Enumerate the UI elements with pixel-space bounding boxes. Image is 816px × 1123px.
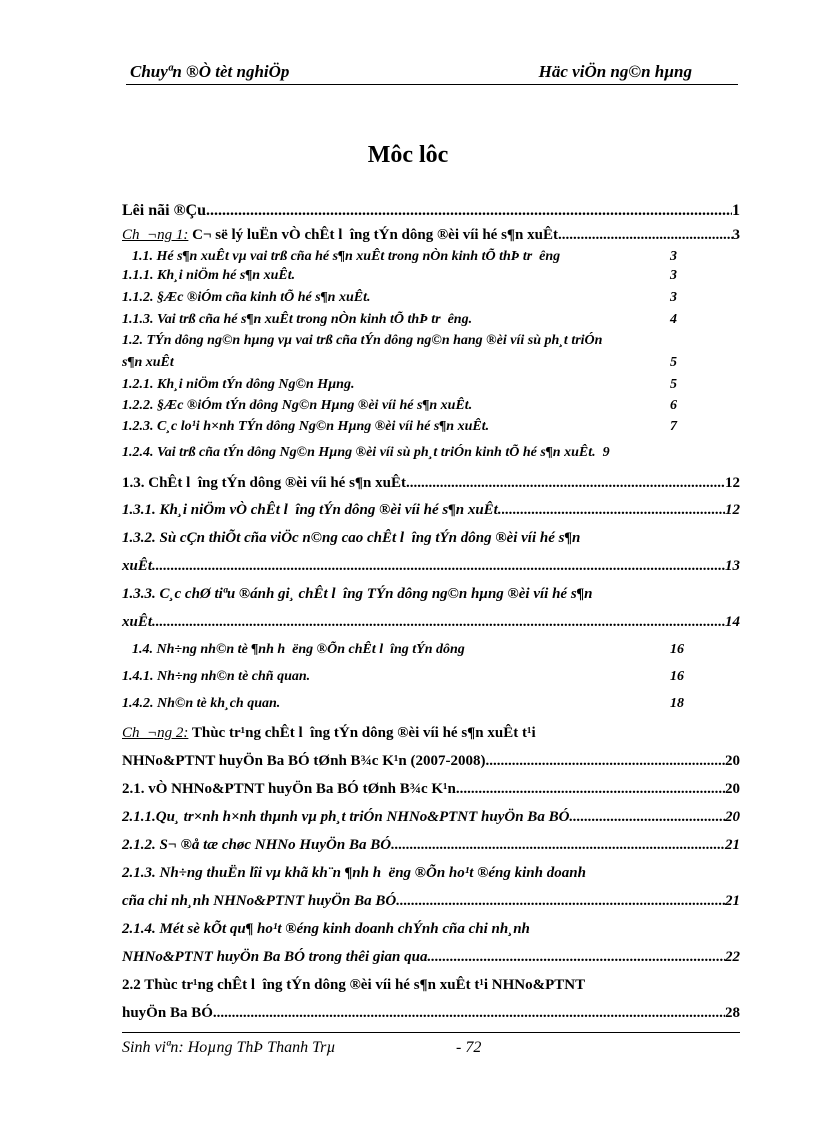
page-header xyxy=(126,60,738,85)
toc-entry: 1.4.2. Nh©n tè kh¸ch quan. 18 xyxy=(122,696,684,711)
toc-entry: 1.2.2. §Æc ®iÓm tÝn dông Ng©n Hµng ®èi víi hé s¶n xuÊt. 6 xyxy=(122,398,677,413)
toc-entry: 1.1. Hé s¶n xuÊt vµ vai trß cña hé s¶n xuÊt trong nÒn kinh tÕ thÞ tr êng 3 xyxy=(132,249,677,264)
page-number: - 72 xyxy=(456,1039,482,1056)
toc-entry: 1.4.1. Nh÷ng nh©n tè chñ quan. 16 xyxy=(122,669,684,684)
toc-entry-continued: cña chi nh¸nh NHNo&PTNT huyÖn Ba BÓ. ..... 21 xyxy=(122,892,740,910)
toc-entry-continued: NHNo&PTNT huyÖn Ba BÓ tØnh B¾c K¹n (2007-2008) ..... 20 xyxy=(122,752,740,770)
toc-entry: 1.3.2. Sù cÇn thiÕt cña viÖc n©ng cao chÊt l îng tÝn dông ®èi víi hé s¶n xyxy=(122,530,581,546)
footer-author: Sinh viªn: Hoµng ThÞ Thanh Trµ xyxy=(122,1039,336,1056)
header-left: Chuyªn ®Ò tèt nghiÖp xyxy=(130,62,290,81)
toc-entry: 1.2.4. Vai trß cña tÝn dông Ng©n Hµng ®èi víi sù ph¸t triÓn kinh tÕ hé s¶n xuÊt. 9 xyxy=(122,445,610,460)
toc-entry-continued: s¶n xuÊt 5 xyxy=(122,355,677,370)
toc-entry: 2.1. vÒ NHNo&PTNT huyÖn Ba BÓ tØnh B¾c K¹n. ..... 20 xyxy=(122,780,740,798)
toc-entry: Ch ¬ng 2: Thùc tr¹ng chÊt l îng tÝn dông ®èi víi hé s¶n xuÊt t¹i xyxy=(122,725,536,741)
toc-entry: 1.2.1. Kh¸i niÖm tÝn dông Ng©n Hµng. 5 xyxy=(122,377,677,392)
toc-entry: 1.1.1. Kh¸i niÖm hé s¶n xuÊt. 3 xyxy=(122,268,677,283)
toc-entry: 2.2 Thùc tr¹ng chÊt l îng tÝn dông ®èi víi hé s¶n xuÊt t¹i NHNo&PTNT xyxy=(122,977,586,993)
toc-entry: 1.3. ChÊt l îng tÝn dông ®èi víi hé s¶n xuÊt ..... 12 xyxy=(122,474,740,492)
toc-entry: 2.1.1.Qu¸ tr×nh h×nh thµnh vµ ph¸t triÓn NHNo&PTNT huyÖn Ba BÓ ..... 20 xyxy=(122,808,740,826)
toc-entry: 1.2.3. C¸c lo¹i h×nh TÝn dông Ng©n Hµng ®èi víi hé s¶n xuÊt. 7 xyxy=(122,419,677,434)
toc-entry: 2.1.2. S¬ ®å tæ chøc NHNo HuyÖn Ba BÓ ..... 21 xyxy=(122,836,740,854)
toc-entry-continued: huyÖn Ba BÓ ..... 28 xyxy=(122,1004,740,1022)
chapter-label: Ch ¬ng 1: xyxy=(122,227,189,243)
toc-entry-continued: NHNo&PTNT huyÖn Ba BÓ trong thêi gian qua ..... 22 xyxy=(122,948,740,966)
header-right: Häc viÖn ng©n hµng xyxy=(538,62,692,81)
toc-entry: 1.3.3. C¸c chØ tiªu ®ánh gi¸ chÊt l îng TÝn dông ng©n hµng ®èi víi hé s¶n xyxy=(122,586,593,602)
toc-entry: Lêi nãi ®Çu ..... 1 xyxy=(122,202,740,220)
chapter-label: Ch ¬ng 2: xyxy=(122,725,189,741)
toc-entry: 2.1.3. Nh÷ng thuËn lîi vµ khã kh¨n ¶nh h ëng ®Õn ho¹t ®éng kinh doanh xyxy=(122,865,586,881)
page-title: Môc lôc xyxy=(367,142,449,168)
page-footer xyxy=(122,1032,740,1059)
toc-entry: Ch ¬ng 1: C¬ së lý luËn vÒ chÊt l îng tÝn dông ®èi víi hé s¶n xuÊt ..... 3 xyxy=(122,226,740,244)
toc-entry-continued: xuÊt ..... 14 xyxy=(122,613,740,631)
toc-entry: 1.3.1. Kh¸i niÖm vÒ chÊt l îng tÝn dông ®èi víi hé s¶n xuÊt. ..... 12 xyxy=(122,501,740,519)
toc-entry-continued: xuÊt ..... 13 xyxy=(122,557,740,575)
toc-entry: 1.1.3. Vai trß cña hé s¶n xuÊt trong nÒn kinh tÕ thÞ tr êng. 4 xyxy=(122,312,677,327)
toc-entry: 1.2. TÝn dông ng©n hµng vµ vai trß cña tÝn dông ng©n hang ®èi víi sù ph¸t triÓn xyxy=(122,333,603,348)
toc-entry: 2.1.4. Mét sè kÕt qu¶ ho¹t ®éng kinh doanh chÝnh cña chi nh¸nh xyxy=(122,921,530,937)
toc-entry: 1.4. Nh÷ng nh©n tè ¶nh h ëng ®Õn chÊt l îng tÝn dông 16 xyxy=(132,642,684,657)
toc-entry: 1.1.2. §Æc ®iÓm cña kinh tÕ hé s¶n xuÊt. 3 xyxy=(122,290,677,305)
